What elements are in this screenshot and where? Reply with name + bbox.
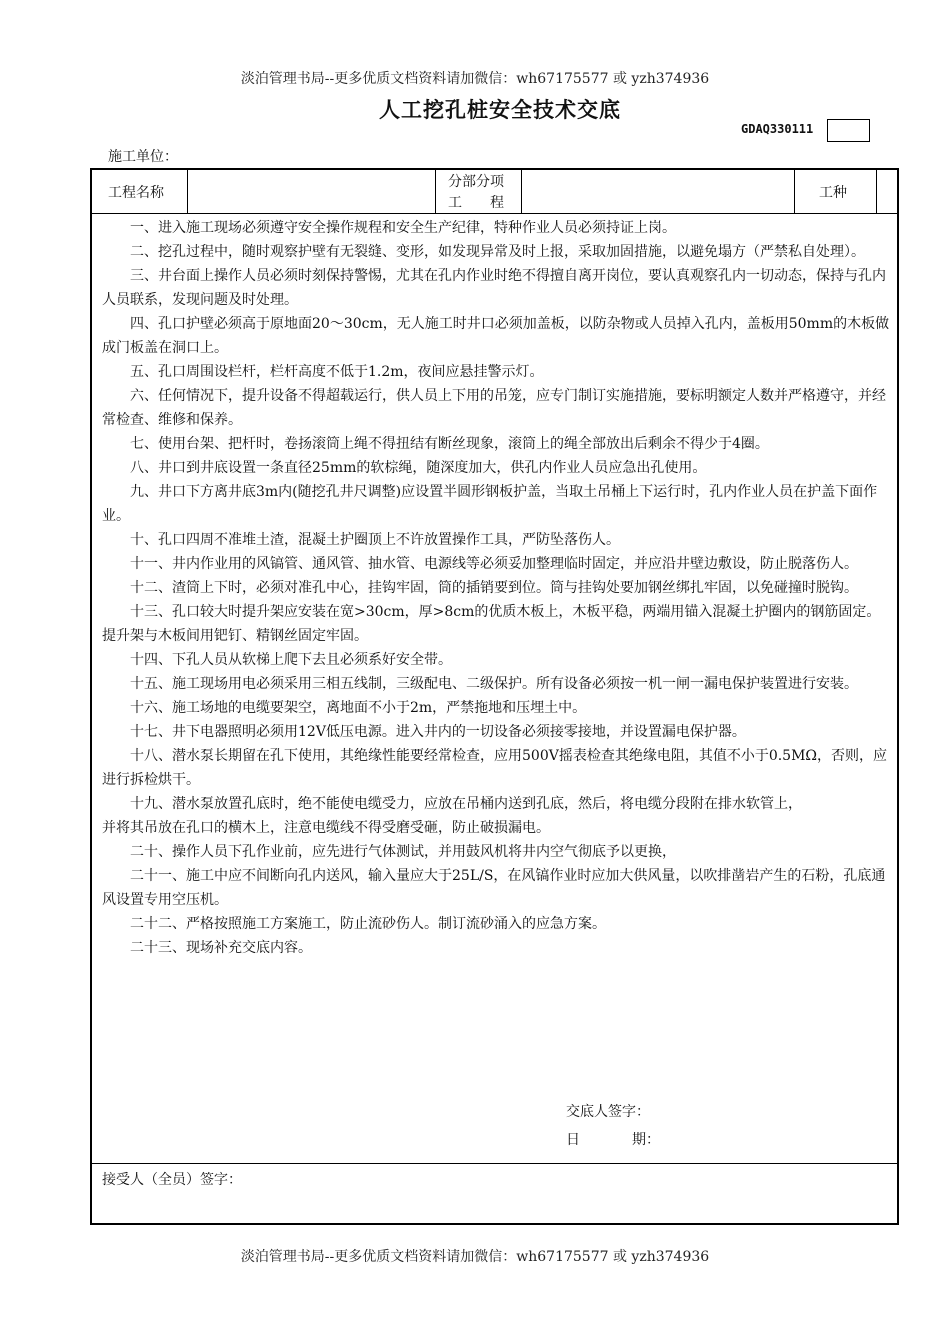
safety-item: 十五、施工现场用电必须采用三相五线制，三级配电、二级保护。所有设备必须按一机一闸一漏电保护装置进行安装。 xyxy=(130,676,858,692)
sub-project-label-cell xyxy=(436,170,522,213)
safety-item: 四、孔口护壁必须高于原地面20～30cm，无人施工时井口必须加盖板，以防杂物或人员掉入孔内，盖板用50mm的木板做成门板盖在洞口上。 xyxy=(102,316,890,356)
safety-item: 二十二、严格按照施工方案施工，防止流砂伤人。制订流砂涌入的应急方案。 xyxy=(130,916,606,932)
receiver-signature-label: 接受人（全员）签字： xyxy=(102,1172,242,1188)
handover-signature-label: 交底人签字： xyxy=(566,1104,650,1120)
project-name-value-cell[interactable] xyxy=(188,170,436,213)
safety-item: 十八、潜水泵长期留在孔下使用，其绝缘性能要经常检查，应用500V摇表检查其绝缘电阻，其值不小于0.5MΩ，否则，应进行拆检烘干。 xyxy=(102,748,888,788)
sub-project-value-cell[interactable] xyxy=(522,170,795,213)
safety-item: 十三、孔口较大时提升架应安装在宽>30cm，厚>8cm的优质木板上，木板平稳，两端用锚入混凝土护圈内的钢筋固定。提升架与木板间用钯钉、精钢丝固定牢固。 xyxy=(102,604,881,644)
safety-item: 十一、井内作业用的风镐管、通风管、抽水管、电源线等必须妥加整理临时固定，并应沿井壁边敷设，防止脱落伤人。 xyxy=(130,556,858,572)
construction-unit-label: 施工单位： xyxy=(108,149,178,165)
work-type-label-cell xyxy=(795,170,877,213)
safety-item: 五、孔口周围设栏杆，栏杆高度不低于1.2m，夜间应悬挂警示灯。 xyxy=(130,364,544,380)
page-title: 人工挖孔桩安全技术交底 xyxy=(379,98,621,122)
safety-item: 十九、潜水泵放置孔底时，绝不能使电缆受力，应放在吊桶内送到孔底，然后，将电缆分段附在排水软管上， xyxy=(130,796,802,812)
document-code-box xyxy=(827,119,870,142)
sub-project-label-line1: 分部分项 xyxy=(448,174,504,190)
safety-item: 一、进入施工现场必须遵守安全操作规程和安全生产纪律，特种作业人员必须持证上岗。 xyxy=(130,220,676,236)
safety-item: 二、挖孔过程中，随时观察护壁有无裂缝、变形，如发现异常及时上报，采取加固措施，以避免塌方（严禁私自处理）。 xyxy=(130,244,865,260)
receiver-signature-area[interactable] xyxy=(92,1163,897,1224)
safety-item: 十六、施工场地的电缆要架空，离地面不小于2m，严禁拖地和压埋土中。 xyxy=(130,700,587,716)
safety-item: 十二、渣筒上下时，必须对准孔中心，挂钩牢固，筒的插销要到位。筒与挂钩处要加钢丝绑扎牢固，以免碰撞时脱钩。 xyxy=(130,580,858,596)
safety-item: 三、井台面上操作人员必须时刻保持警惕，尤其在孔内作业时绝不得擅自离开岗位，要认真观察孔内一切动态，保持与孔内人员联系，发现问题及时处理。 xyxy=(102,268,886,308)
form-frame xyxy=(90,168,899,1225)
safety-item-continuation: 并将其吊放在孔口的横木上，注意电缆线不得受磨受砸，防止破损漏电。 xyxy=(102,820,550,836)
safety-item: 七、使用台架、把杆时，卷扬滚筒上绳不得扭结有断丝现象，滚筒上的绳全部放出后剩余不得少于4圈。 xyxy=(130,436,769,452)
header-note-top: 淡泊管理书局--更多优质文档资料请加微信：wh67175577 或 yzh374936 xyxy=(240,71,710,87)
safety-item: 二十三、现场补充交底内容。 xyxy=(130,940,312,956)
date-label xyxy=(566,1129,660,1149)
date-label-left: 日 xyxy=(566,1132,580,1148)
safety-item: 十七、井下电器照明必须用12V低压电源。进入井内的一切设备必须接零接地，并设置漏电保护器。 xyxy=(130,724,746,740)
safety-item: 八、井口到井底设置一条直径25mm的软棕绳，随深度加大，供孔内作业人员应急出孔使用。 xyxy=(130,460,707,476)
safety-item: 六、任何情况下，提升设备不得超载运行，供人员上下用的吊笼，应专门制订实施措施，要标明额定人数并严格遵守，并经常检查、维修和保养。 xyxy=(102,388,886,428)
safety-item: 十、孔口四周不准堆土渣，混凝土护圈顶上不许放置操作工具，严防坠落伤人。 xyxy=(130,532,620,548)
safety-item: 二十一、施工中应不间断向孔内送风，输入量应大于25L/S，在风镐作业时应加大供风量，以吹排凿岩产生的石粉，孔底通风设置专用空压机。 xyxy=(102,868,886,908)
project-info-row xyxy=(92,170,897,214)
safety-item: 二十、操作人员下孔作业前，应先进行气体测试，并用鼓风机将井内空气彻底予以更换， xyxy=(130,844,676,860)
project-name-label-cell xyxy=(92,170,188,213)
document-code: GDAQ330111 xyxy=(741,122,814,136)
work-type-label: 工种 xyxy=(819,185,847,201)
project-name-label: 工程名称 xyxy=(108,185,164,201)
work-type-value-cell[interactable] xyxy=(877,170,897,213)
safety-item: 九、井口下方离井底3m内(随挖孔井尺调整)应设置半圆形钢板护盖，当取土吊桶上下运行时，孔内作业人员在护盖下面作业。 xyxy=(102,484,878,524)
sub-project-label-line2: 工 程 xyxy=(448,195,504,211)
safety-items-list xyxy=(102,216,892,960)
date-label-right: 期： xyxy=(632,1132,660,1148)
safety-item: 十四、下孔人员从软梯上爬下去且必须系好安全带。 xyxy=(130,652,452,668)
header-note-bottom: 淡泊管理书局--更多优质文档资料请加微信：wh67175577 或 yzh374936 xyxy=(240,1249,710,1265)
